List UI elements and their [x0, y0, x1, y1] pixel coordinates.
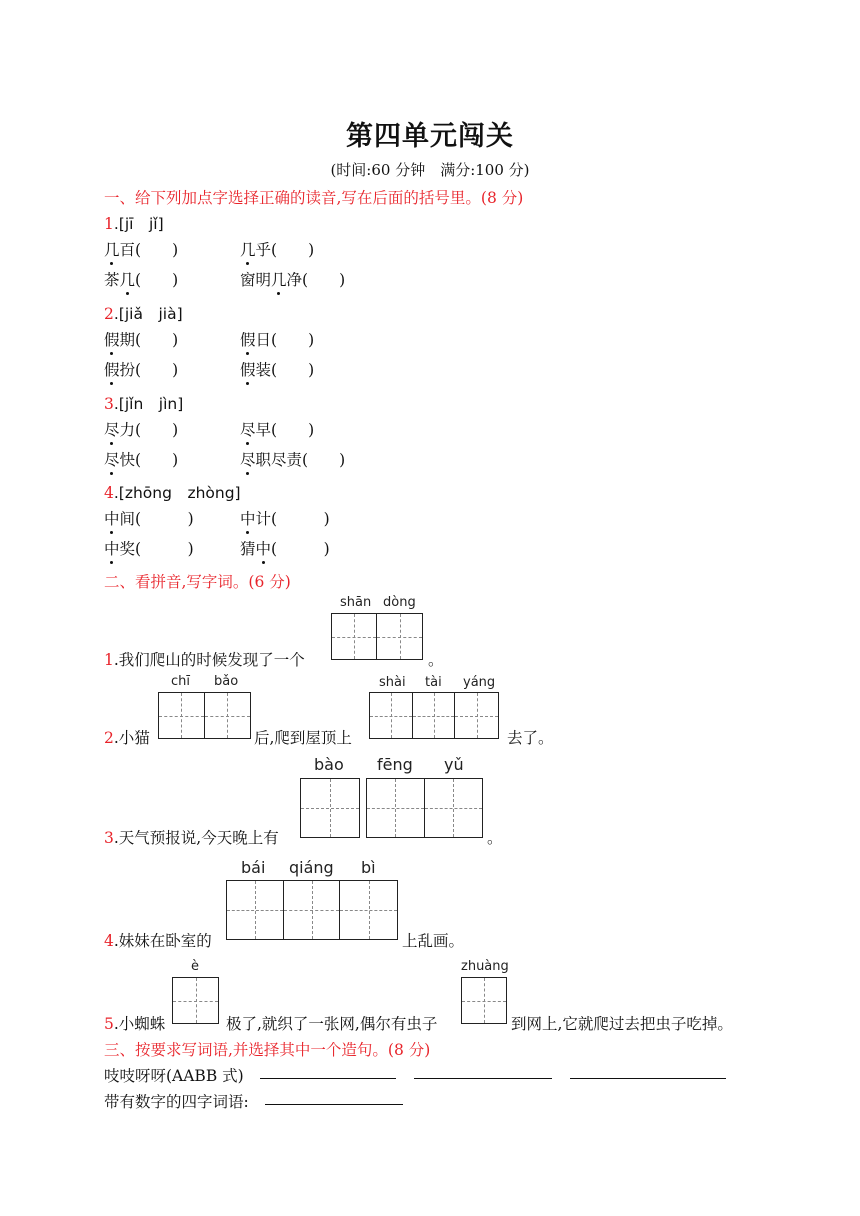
- dotted-character: 尽: [240, 448, 256, 470]
- grid-cell[interactable]: [227, 881, 284, 939]
- question-1-4-options: [104, 481, 241, 503]
- word-item: [104, 358, 178, 380]
- word-rest: 净: [286, 271, 303, 289]
- word-item: [104, 238, 178, 260]
- answer-line-1[interactable]: [260, 1064, 396, 1079]
- word-item: [240, 448, 345, 470]
- pinyin-q2-2: bǎo: [214, 674, 239, 689]
- answer-parentheses[interactable]: ( ): [135, 361, 179, 379]
- answer-parentheses[interactable]: ( ): [271, 510, 330, 528]
- question-2-2-mid: 后,爬到屋顶上: [254, 729, 352, 747]
- section-2-heading: 二、看拼音,写字词。(6 分): [104, 573, 291, 591]
- word-item: [104, 537, 194, 559]
- dotted-character: 中: [104, 537, 120, 559]
- dotted-character: 中: [240, 507, 256, 529]
- answer-grid-q1[interactable]: [331, 613, 423, 660]
- question-number: 5: [104, 1015, 114, 1033]
- answer-grid-q3b[interactable]: [366, 778, 483, 838]
- answer-parentheses[interactable]: ( ): [135, 451, 179, 469]
- pinyin-q5-1: è: [191, 959, 199, 974]
- pinyin-q3-2: fēng: [377, 755, 413, 774]
- answer-parentheses[interactable]: ( ): [271, 331, 315, 349]
- word-rest: 快: [119, 451, 136, 469]
- question-2-3: [104, 826, 279, 848]
- question-1-1-options: [104, 212, 164, 234]
- pinyin-q2-5: yáng: [463, 675, 496, 690]
- dotted-character: 几: [240, 238, 256, 260]
- question-number: 2: [104, 305, 114, 323]
- word-rest: 职尽责: [255, 451, 303, 469]
- question-number: 3: [104, 395, 114, 413]
- answer-grid-q2a[interactable]: [158, 692, 251, 739]
- answer-grid-q5a[interactable]: [172, 977, 219, 1024]
- question-number: 1: [104, 215, 114, 233]
- word-item: [104, 418, 178, 440]
- section-3-heading: 三、按要求写词语,并选择其中一个造句。(8 分): [104, 1041, 431, 1059]
- answer-parentheses[interactable]: ( ): [135, 331, 179, 349]
- question-number: 4: [104, 484, 114, 502]
- answer-line-4[interactable]: [265, 1090, 403, 1105]
- answer-parentheses[interactable]: ( ): [135, 510, 194, 528]
- answer-parentheses[interactable]: ( ): [271, 361, 315, 379]
- question-2-1-end: 。: [428, 651, 444, 669]
- word-item: [240, 268, 345, 290]
- question-text: .天气预报说,今天晚上有: [113, 829, 279, 847]
- answer-parentheses[interactable]: ( ): [135, 241, 179, 259]
- word-item: [240, 238, 314, 260]
- answer-grid-q4[interactable]: [226, 880, 398, 940]
- question-number: 3: [104, 829, 114, 847]
- number-idiom-label: 带有数字的四字词语:: [104, 1093, 249, 1111]
- grid-cell[interactable]: [367, 779, 425, 837]
- word-rest: 间: [119, 510, 136, 528]
- answer-grid-q2b[interactable]: [369, 692, 499, 739]
- word-item: [240, 507, 330, 529]
- word-rest: 百: [119, 241, 136, 259]
- question-1-2-options: [104, 302, 183, 324]
- grid-cell[interactable]: [205, 693, 251, 738]
- pinyin-q1-1: shān: [340, 595, 372, 610]
- answer-grid-q5b[interactable]: [461, 977, 507, 1024]
- answer-parentheses[interactable]: ( ): [302, 451, 346, 469]
- word-item: [240, 328, 314, 350]
- dotted-character: 几: [104, 238, 120, 260]
- answer-parentheses[interactable]: ( ): [135, 540, 194, 558]
- question-number: 1: [104, 651, 114, 669]
- pinyin-q2-4: tài: [425, 675, 442, 690]
- grid-cell[interactable]: [425, 779, 483, 837]
- answer-parentheses[interactable]: ( ): [271, 540, 330, 558]
- word-rest: 早: [255, 421, 272, 439]
- question-text: .妹妹在卧室的: [113, 932, 212, 950]
- word-rest: 扮: [119, 361, 136, 379]
- word-prefix: 窗明: [240, 271, 272, 289]
- dotted-character: 假: [104, 328, 120, 350]
- word-item: [240, 418, 314, 440]
- dotted-character: 中: [104, 507, 120, 529]
- pinyin-options: .[zhōng zhòng]: [113, 484, 241, 502]
- pinyin-q1-2: dòng: [383, 595, 416, 610]
- grid-cell[interactable]: [332, 614, 377, 659]
- word-rest: 力: [119, 421, 136, 439]
- answer-grid-q3a[interactable]: [300, 778, 360, 838]
- grid-cell[interactable]: [284, 881, 341, 939]
- question-1-3-options: [104, 392, 183, 414]
- pinyin-q4-1: bái: [241, 858, 266, 877]
- grid-cell[interactable]: [340, 881, 397, 939]
- pinyin-options: .[jǐn jìn]: [113, 395, 184, 413]
- word-rest: 奖: [119, 540, 136, 558]
- word-rest: 计: [255, 510, 272, 528]
- pinyin-q5-2: zhuàng: [461, 959, 509, 974]
- dotted-character: 假: [104, 358, 120, 380]
- aabb-label: 吱吱呀呀(AABB 式): [104, 1067, 244, 1085]
- question-2-2-end: 去了。: [507, 729, 554, 747]
- grid-cell[interactable]: [462, 978, 506, 1023]
- answer-line-2[interactable]: [414, 1064, 552, 1079]
- grid-cell[interactable]: [377, 614, 422, 659]
- pinyin-q4-3: bì: [361, 858, 376, 877]
- word-prefix: 猜: [240, 540, 256, 558]
- question-text: .小猫: [113, 729, 150, 747]
- grid-cell[interactable]: [370, 693, 413, 738]
- word-rest: 期: [119, 331, 136, 349]
- dotted-character: 尽: [240, 418, 256, 440]
- dotted-character: 尽: [104, 448, 120, 470]
- word-rest: 装: [255, 361, 272, 379]
- answer-parentheses[interactable]: ( ): [135, 421, 179, 439]
- word-item: [104, 268, 178, 290]
- pinyin-q2-1: chī: [171, 674, 190, 689]
- word-rest: 日: [255, 331, 272, 349]
- word-item: [104, 448, 178, 470]
- answer-parentheses[interactable]: ( ): [271, 421, 315, 439]
- number-idiom-row: [104, 1090, 249, 1112]
- pinyin-options: .[jiǎ jià]: [113, 305, 183, 323]
- answer-parentheses[interactable]: ( ): [271, 241, 315, 259]
- dotted-character: 假: [240, 328, 256, 350]
- pinyin-q2-3: shài: [379, 675, 406, 690]
- word-item: [104, 328, 178, 350]
- section-1-heading: 一、给下列加点字选择正确的读音,写在后面的括号里。(8 分): [104, 189, 524, 207]
- pinyin-q3-1: bào: [314, 755, 344, 774]
- word-prefix: 茶: [104, 271, 120, 289]
- answer-parentheses[interactable]: ( ): [302, 271, 346, 289]
- exam-info: (时间:60 分钟 满分:100 分): [330, 161, 530, 179]
- question-number: 2: [104, 729, 114, 747]
- word-item: [104, 507, 194, 529]
- pinyin-q4-2: qiáng: [289, 858, 334, 877]
- question-2-3-end: 。: [487, 829, 503, 847]
- question-number: 4: [104, 932, 114, 950]
- page-title: 第四单元闯关: [346, 121, 514, 152]
- grid-cell[interactable]: [413, 693, 456, 738]
- dotted-character: 中: [256, 537, 272, 559]
- grid-cell[interactable]: [159, 693, 205, 738]
- question-text: .小蜘蛛: [113, 1015, 166, 1033]
- grid-cell[interactable]: [455, 693, 498, 738]
- dotted-character: 尽: [104, 418, 120, 440]
- question-2-2: [104, 726, 150, 748]
- word-item: [240, 358, 314, 380]
- question-text: .我们爬山的时候发现了一个: [113, 651, 305, 669]
- answer-parentheses[interactable]: ( ): [135, 271, 179, 289]
- pinyin-q3-3: yǔ: [444, 755, 464, 774]
- question-2-1: [104, 648, 305, 670]
- dotted-character: 假: [240, 358, 256, 380]
- question-2-5-mid: 极了,就织了一张网,偶尔有虫子: [226, 1015, 438, 1033]
- answer-line-3[interactable]: [570, 1064, 726, 1079]
- dotted-character: 几: [120, 268, 136, 290]
- aabb-row: [104, 1064, 244, 1086]
- grid-cell[interactable]: [301, 779, 359, 837]
- question-2-5: [104, 1012, 165, 1034]
- dotted-character: 几: [271, 268, 287, 290]
- word-item: [240, 537, 330, 559]
- question-2-4: [104, 929, 212, 951]
- pinyin-options: .[jī jǐ]: [113, 215, 164, 233]
- question-2-4-end: 上乱画。: [402, 932, 465, 950]
- grid-cell[interactable]: [173, 978, 218, 1023]
- question-2-5-end: 到网上,它就爬过去把虫子吃掉。: [511, 1015, 733, 1033]
- word-rest: 乎: [255, 241, 272, 259]
